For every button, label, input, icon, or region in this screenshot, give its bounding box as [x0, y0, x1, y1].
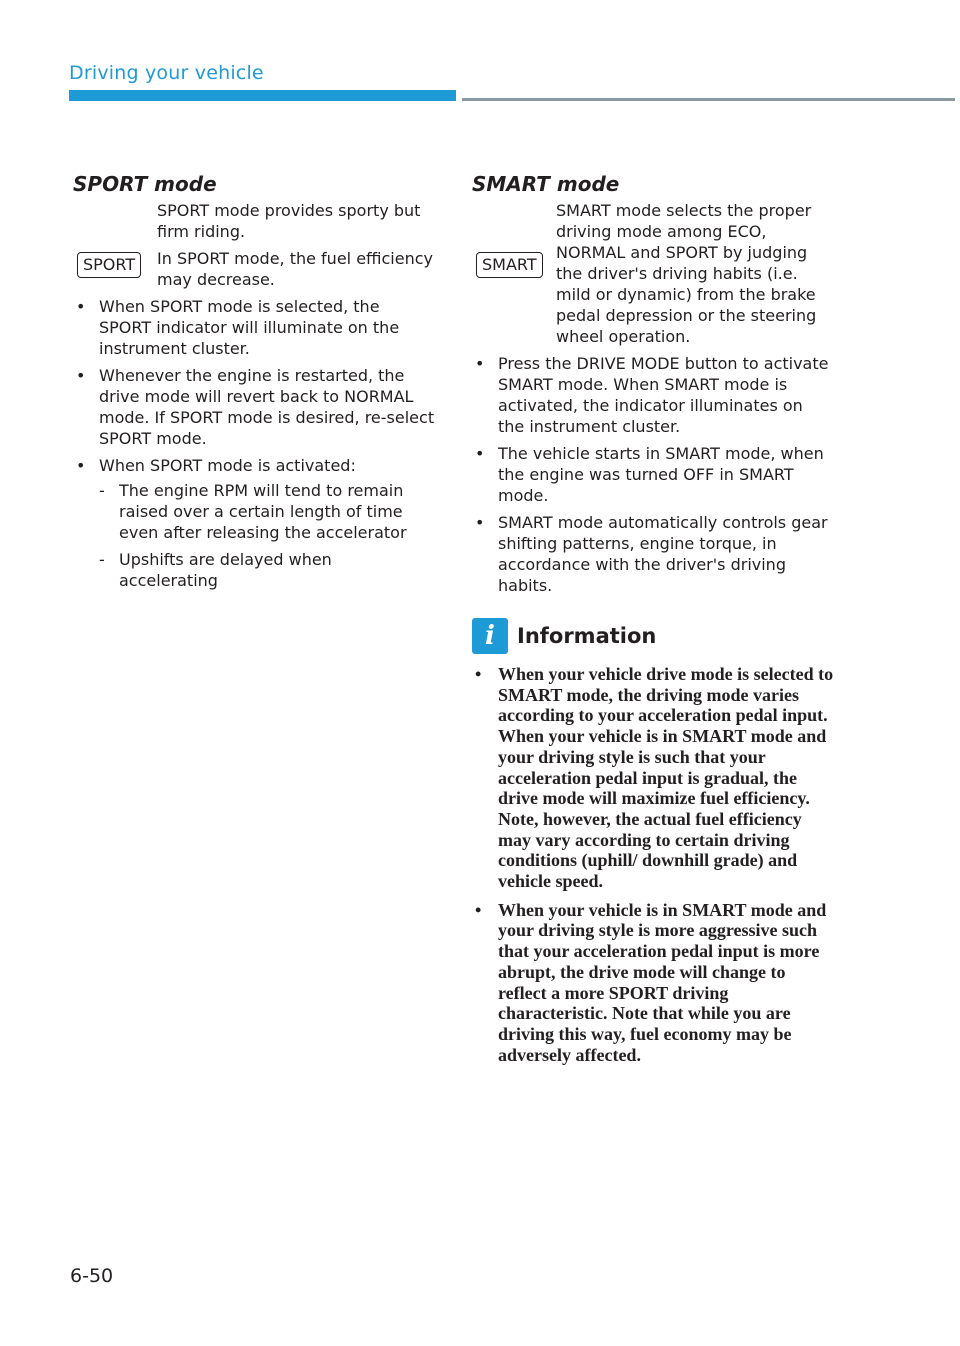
information-list: [472, 664, 834, 1065]
smart-bullet-list: [472, 353, 834, 596]
smart-intro-text: SMART mode selects the proper driving mode among ECO, NORMAL and SPORT by judging the driver's driving habits (i.e. mild or dynamic) from the brake pedal depression or the steering wheel operation.: [556, 201, 817, 346]
list-item: • The vehicle starts in SMART mode, when the engine was turned OFF in SMART mode.: [472, 443, 834, 506]
sport-indicator-icon: SPORT: [77, 252, 141, 278]
page-number: 6-50: [70, 1265, 114, 1287]
list-item: • SMART mode automatically controls gear shifting patterns, engine torque, in accordance with the driver's driving habits.: [472, 512, 834, 596]
list-item: [73, 455, 435, 591]
list-item: • When your vehicle drive mode is selected to SMART mode, the driving mode varies according to your acceleration pedal input. When your vehicle is in SMART mode and your driving style is such that your acceleration pedal input is gradual, the drive mode will maximize fuel efficiency. Note, however, the actual fuel efficiency may vary according to certain driving conditions (uphill/ downhill grade) and vehicle speed.: [472, 664, 834, 892]
sport-mode-intro: [73, 200, 435, 290]
sport-intro-text: In SPORT mode, the fuel efficiency may decrease.: [157, 249, 433, 289]
header-rule: [462, 98, 955, 101]
list-item: • When your vehicle is in SMART mode and your driving style is more aggressive such that your acceleration pedal input is more abrupt, the drive mode will change to reflect a more SPORT driving characteristic. Note that while you are driving this way, fuel economy may be adversely affected.: [472, 900, 834, 1066]
sub-list-item: - Upshifts are delayed when accelerating: [99, 549, 435, 591]
information-header: [472, 618, 834, 654]
list-item: • When SPORT mode is selected, the SPORT indicator will illuminate on the instrument cluster.: [73, 296, 435, 359]
header-accent-bar: [69, 90, 456, 101]
sport-mode-heading: SPORT mode: [73, 172, 217, 196]
information-title: Information: [517, 624, 657, 648]
smart-indicator-icon: SMART: [476, 252, 543, 278]
sport-mode-section: [73, 172, 435, 597]
sport-sub-list: [99, 480, 435, 591]
list-item: • Press the DRIVE MODE button to activate SMART mode. When SMART mode is activated, the indicator illuminates on the instrument cluster.: [472, 353, 834, 437]
smart-mode-heading: SMART mode: [472, 172, 620, 196]
smart-mode-section: [472, 172, 834, 1073]
list-item-text: When SPORT mode is activated:: [99, 456, 356, 475]
information-icon: i: [472, 618, 508, 654]
list-item: • Whenever the engine is restarted, the drive mode will revert back to NORMAL mode. If SPORT mode is desired, re-select SPORT mode.: [73, 365, 435, 449]
sport-intro-text: SPORT mode provides sporty but firm riding.: [157, 201, 421, 241]
sport-bullet-list: [73, 296, 435, 591]
sub-list-item: - The engine RPM will tend to remain raised over a certain length of time even after releasing the accelerator: [99, 480, 435, 543]
section-title: Driving your vehicle: [69, 62, 264, 84]
smart-mode-intro: [472, 200, 834, 347]
